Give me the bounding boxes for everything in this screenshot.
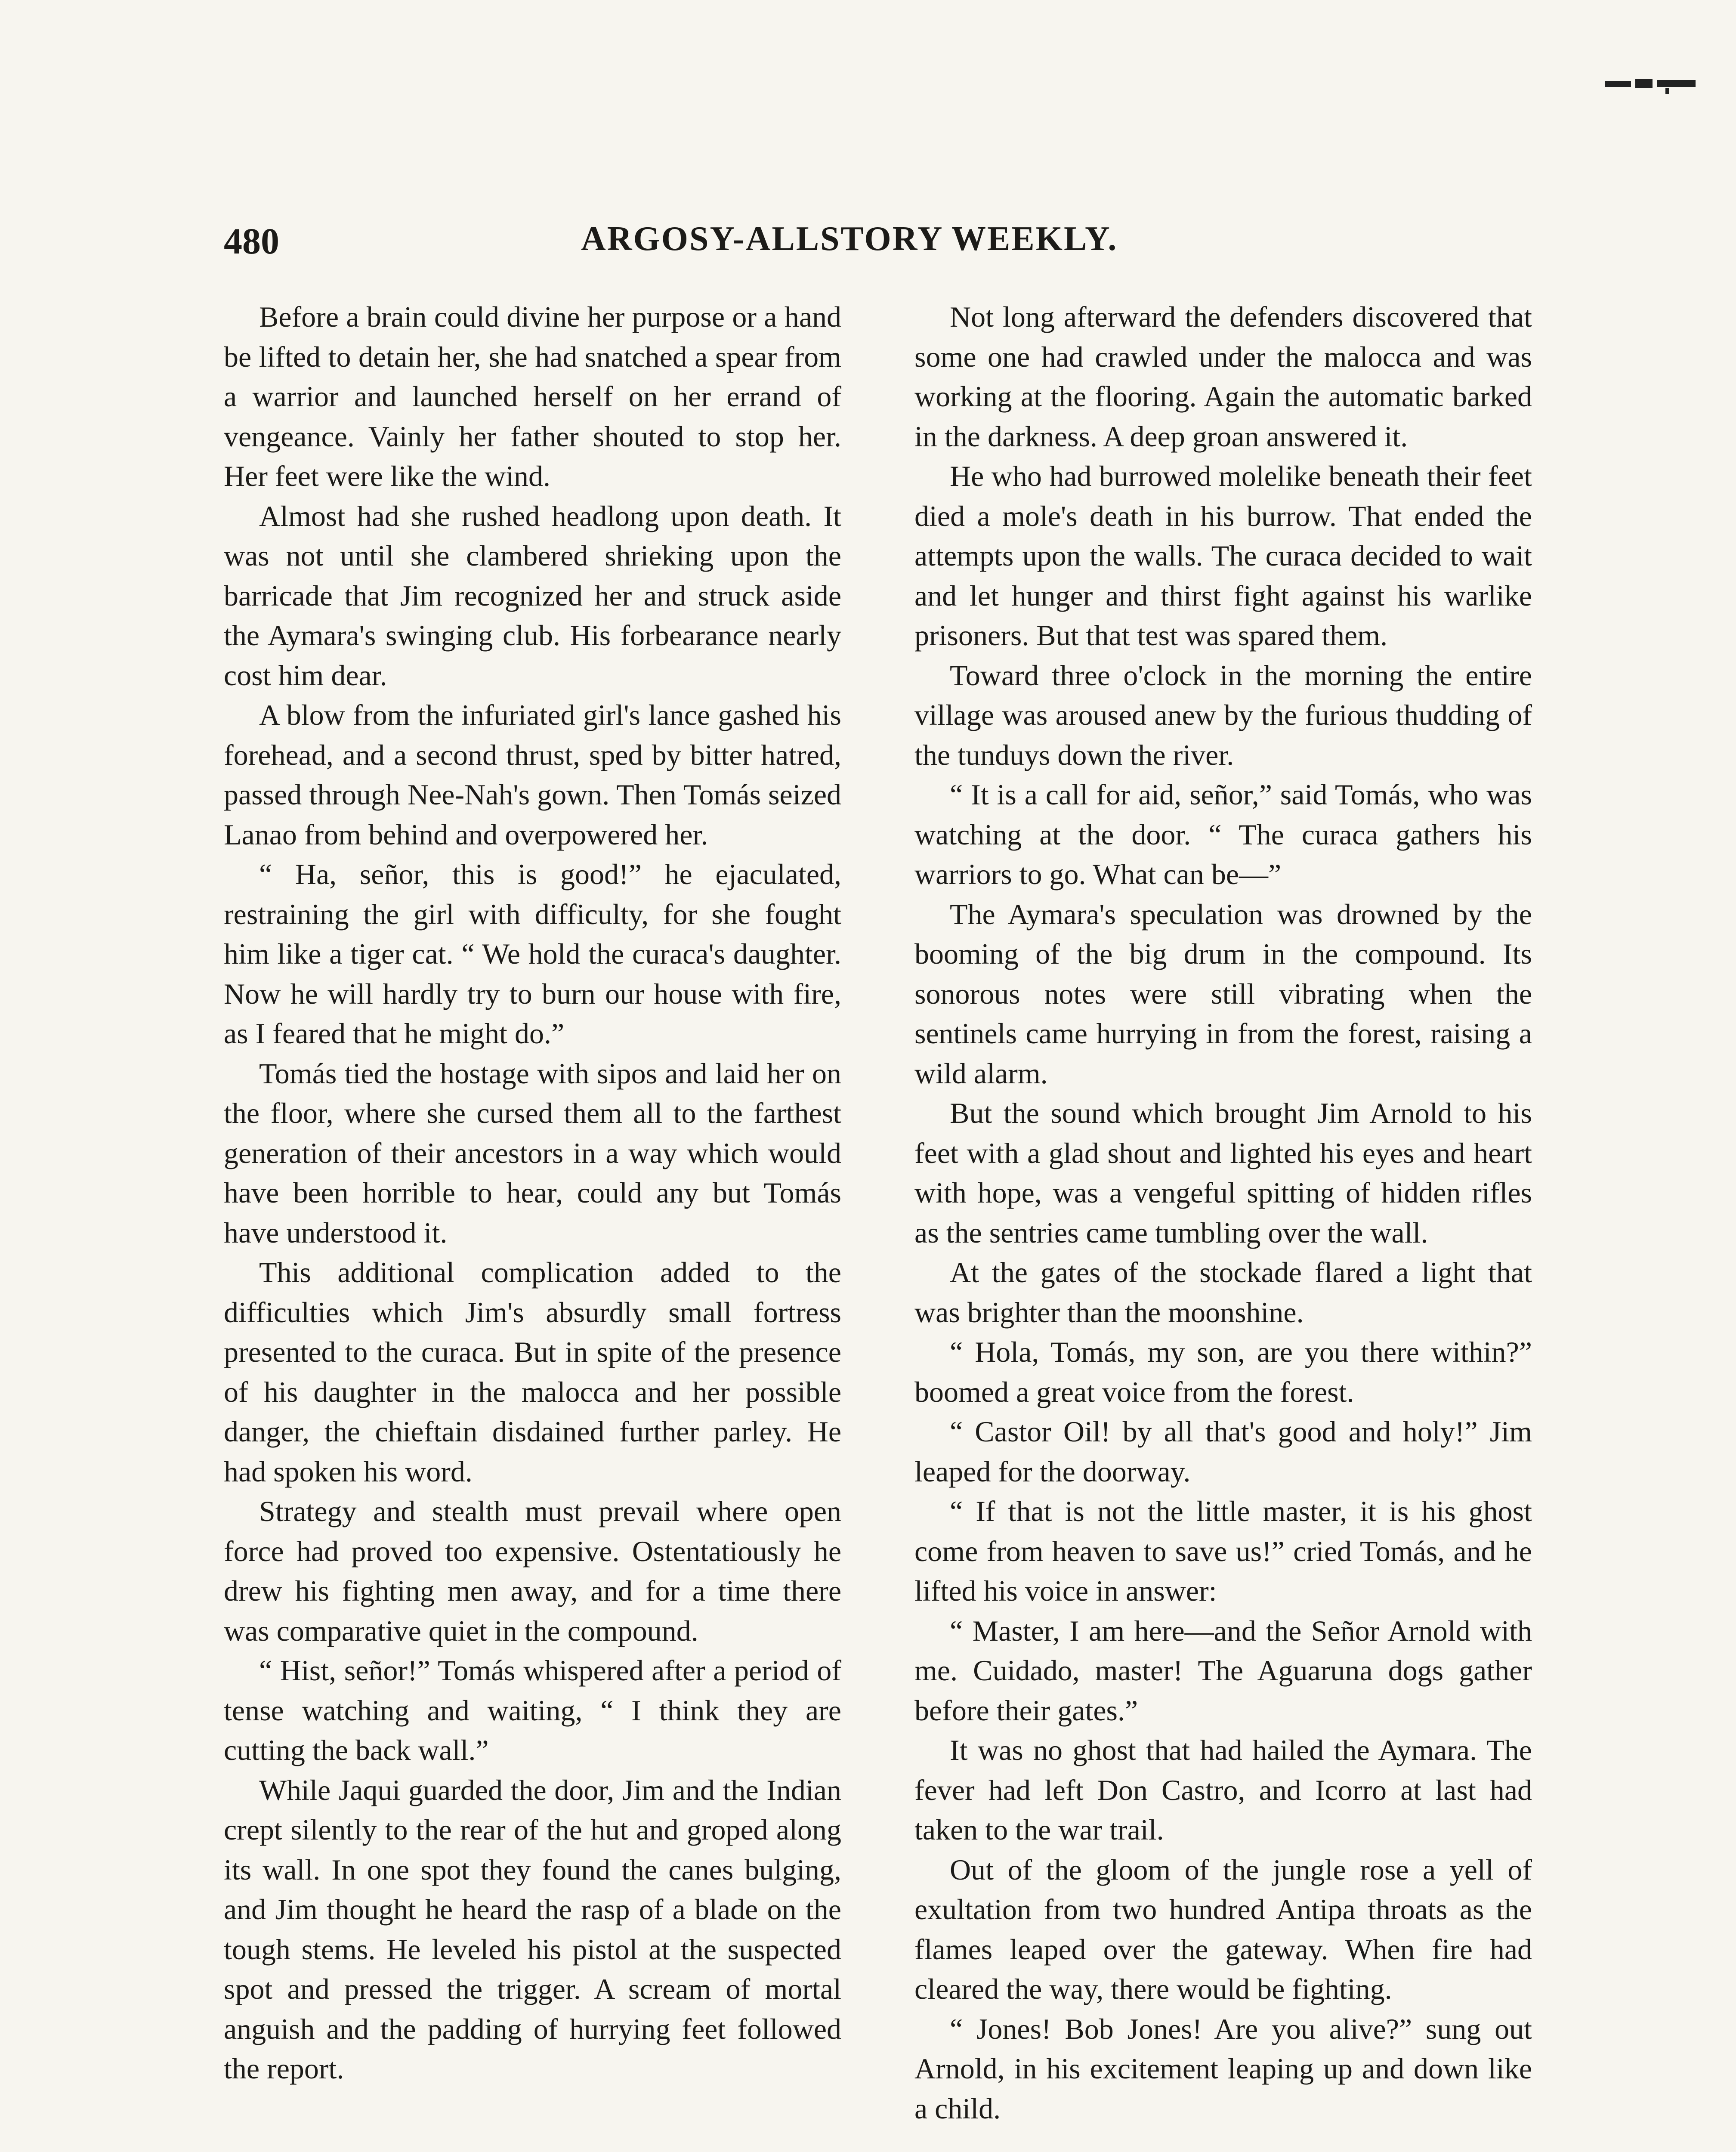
paragraph: “ It is a call for aid, señor,” said Tomás, who was watching at the door. “ The curaca gathers his warriors to go. What can be—” <box>914 778 1532 890</box>
paragraph: “ Master, I am here—and the Señor Arnold with me. Cuidado, master! The Aguaruna dogs gather before their gates.” <box>914 1614 1532 1727</box>
paragraph: While Jaqui guarded the door, Jim and the Indian crept silently to the rear of the hut and groped along its wall. In one spot they found the canes bulging, and Jim thought he heard the rasp of a blade on the tough stems. He leveled his pistol at the suspected spot and pressed the trigger. A scream of mortal anguish and the padding of hurrying feet followed the report. <box>224 1773 841 2085</box>
paragraph: “ Ha, señor, this is good!” he ejaculated, restraining the girl with difficulty, for she fought him like a tiger cat. “ We hold the curaca's daughter. Now he will hardly try to burn our house with fire, as I feared that he might do.” <box>224 858 841 1050</box>
left-column <box>224 297 841 2089</box>
paragraph: Toward three o'clock in the morning the entire village was aroused anew by the furious thudding of the tunduys down the river. <box>914 659 1532 771</box>
ink-blot-mark <box>1601 77 1700 95</box>
paragraph: Almost had she rushed headlong upon death. It was not until she clambered shrieking upon the barricade that Jim recognized her and struck aside the Aymara's swinging club. His forbearance nearly cost him dear. <box>224 499 841 692</box>
paragraph: “ Hist, señor!” Tomás whispered after a period of tense watching and waiting, “ I think they are cutting the back wall.” <box>224 1654 841 1766</box>
paragraph: It was no ghost that had hailed the Aymara. The fever had left Don Castro, and Icorro at last had taken to the war trail. <box>914 1734 1532 1846</box>
paragraph: Tomás tied the hostage with sipos and laid her on the floor, where she cursed them all to the farthest generation of their ancestors in a way which would have been horrible to hear, could any but Tomás have understood it. <box>224 1057 841 1249</box>
paragraph: “ Castor Oil! by all that's good and holy!” Jim leaped for the doorway. <box>914 1415 1532 1488</box>
paragraph: “ Jones! Bob Jones! Are you alive?” sung out Arnold, in his excitement leaping up and down like a child. <box>914 2012 1532 2125</box>
paragraph: “ If that is not the little master, it is his ghost come from heaven to save us!” cried Tomás, and he lifted his voice in answer: <box>914 1495 1532 1607</box>
paragraph: Not long afterward the defenders discovered that some one had crawled under the malocca and was working at the flooring. Again the automatic barked in the darkness. A deep groan answered it. <box>914 300 1532 453</box>
right-column <box>914 297 1532 2128</box>
paragraph: A blow from the infuriated girl's lance gashed his forehead, and a second thrust, sped by bitter hatred, passed through Nee-Nah's gown. Then Tomás seized Lanao from behind and overpowered her. <box>224 699 841 851</box>
paragraph: This additional complication added to the difficulties which Jim's absurdly small fortress presented to the curaca. But in spite of the presence of his daughter in the malocca and her possible danger, the chieftain disdained further parley. He had spoken his word. <box>224 1256 841 1488</box>
running-title: ARGOSY-ALLSTORY WEEKLY. <box>581 220 1118 258</box>
paragraph: He who had burrowed molelike beneath their feet died a mole's death in his burrow. That ended the attempts upon the walls. The curaca decided to wait and let hunger and thirst fight against his warlike prisoners. But that test was spared them. <box>914 460 1532 652</box>
page-number: 480 <box>224 220 279 262</box>
paragraph: “ Hola, Tomás, my son, are you there within?” boomed a great voice from the forest. <box>914 1336 1532 1408</box>
paragraph: Strategy and stealth must prevail where open force had proved too expensive. Ostentatiously he drew his fighting men away, and for a time there was comparative quiet in the compound. <box>224 1495 841 1647</box>
paragraph: But the sound which brought Jim Arnold to his feet with a glad shout and lighted his eyes and heart with hope, was a vengeful spitting of hidden rifles as the sentries came tumbling over the wall. <box>914 1097 1532 1249</box>
paragraph: At the gates of the stockade flared a light that was brighter than the moonshine. <box>914 1256 1532 1329</box>
paragraph: Out of the gloom of the jungle rose a yell of exultation from two hundred Antipa throats as the flames leaped over the gateway. When fire had cleared the way, there would be fighting. <box>914 1853 1532 2005</box>
page-header <box>224 220 1566 280</box>
paragraph: The Aymara's speculation was drowned by the booming of the big drum in the compound. Its sonorous notes were still vibrating when the sentinels came hurrying in from the forest, raising a wild alarm. <box>914 897 1532 1090</box>
paragraph: Before a brain could divine her purpose or a hand be lifted to detain her, she had snatched a spear from a warrior and launched herself on her errand of vengeance. Vainly her father shouted to stop her. Her feet were like the wind. <box>224 300 841 492</box>
